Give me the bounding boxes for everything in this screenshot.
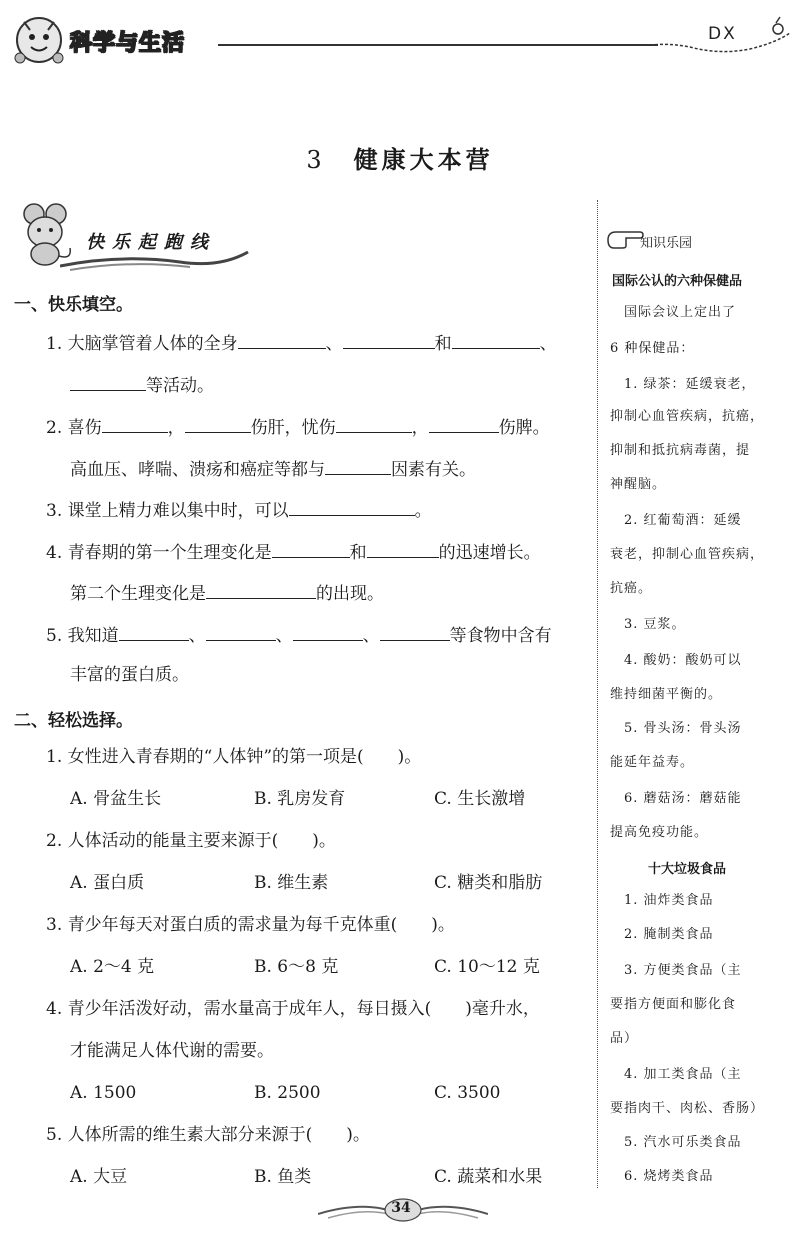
question-text: 、 — [362, 626, 380, 646]
question-4-line-1 — [46, 539, 541, 564]
answer-blank[interactable] — [293, 622, 363, 641]
column-divider — [597, 200, 598, 1188]
choice-option-c[interactable]: C. 蔬菜和水果 — [434, 1167, 543, 1187]
sidebar-title: 知识乐园 — [640, 236, 693, 251]
question-text: 和 — [349, 543, 367, 563]
choice-option-b[interactable]: B. 维生素 — [254, 873, 329, 893]
answer-blank[interactable] — [206, 622, 276, 641]
question-text: 和 — [434, 334, 452, 354]
question-2-line-1 — [46, 414, 550, 439]
question-text: 丰富的蛋白质。 — [70, 665, 189, 685]
answer-blank[interactable] — [343, 330, 435, 349]
question-text: 等食物中含有 — [449, 626, 552, 646]
choice-option-c[interactable]: C. 生长激增 — [434, 789, 526, 809]
sidebar-line: 维持细菌平衡的。 — [610, 687, 723, 702]
section-heading-multiple-choice: 二、轻松选择。 — [14, 711, 133, 731]
choice-option-c[interactable]: C. 糖类和脂肪 — [434, 873, 543, 893]
question-text: 伤脾。 — [498, 418, 550, 438]
mascot-logo-icon — [10, 10, 68, 68]
question-text: ， — [411, 418, 429, 438]
answer-blank[interactable] — [238, 330, 326, 349]
chapter-number: 3 — [306, 146, 326, 174]
question-text: 、 — [275, 626, 293, 646]
sidebar-heading-health-products: 国际公认的六种保健品 — [612, 274, 743, 289]
sidebar-line: 抑制和抵抗病毒菌，提 — [610, 443, 751, 458]
choice-option-b[interactable]: B. 鱼类 — [254, 1167, 312, 1187]
sidebar-line: 提高免疫功能。 — [610, 825, 709, 840]
choice-question-5: 5. 人体所需的维生素大部分来源于( )。 — [46, 1125, 370, 1145]
question-text: 的迅速增长。 — [438, 543, 541, 563]
answer-blank[interactable] — [119, 622, 189, 641]
question-text: 4. 青春期的第一个生理变化是 — [46, 543, 272, 563]
choice-option-c[interactable]: C. 10～12 克 — [434, 957, 540, 977]
chapter-title-text: 健康大本营 — [353, 146, 494, 174]
sidebar-line: 5. 骨头汤：骨头汤 — [610, 721, 742, 736]
series-title: 科学与生活 — [70, 31, 186, 56]
sidebar-line: 衰老，抑制心血管疾病， — [610, 547, 765, 562]
choice-option-b[interactable]: B. 2500 — [254, 1083, 321, 1103]
answer-blank[interactable] — [452, 330, 540, 349]
answer-blank[interactable] — [429, 414, 499, 433]
answer-blank[interactable] — [185, 414, 251, 433]
question-text: 2. 喜伤 — [46, 418, 102, 438]
question-1-line-1 — [46, 330, 557, 355]
choice-question-1: 1. 女性进入青春期的“人体钟”的第一项是( )。 — [46, 747, 422, 767]
answer-blank[interactable] — [70, 372, 146, 391]
question-text: 伤肝，忧伤 — [250, 418, 336, 438]
sidebar-line: 国际会议上定出了 — [610, 305, 737, 320]
answer-blank[interactable] — [380, 622, 450, 641]
choice-option-c[interactable]: C. 3500 — [434, 1083, 501, 1103]
chapter-title — [0, 140, 800, 175]
sidebar-line: 4. 加工类食品（主 — [610, 1067, 742, 1082]
answer-blank[interactable] — [367, 539, 439, 558]
header-rule — [218, 44, 658, 46]
sidebar-line: 3. 方便类食品（主 — [610, 963, 742, 978]
sidebar-line: 6. 烧烤类食品 — [610, 1169, 714, 1184]
page-number: 34 — [391, 1200, 411, 1216]
sidebar-line: 品） — [610, 1031, 639, 1046]
sidebar-line: 6 种保健品： — [610, 341, 695, 356]
choice-option-a[interactable]: A. 骨盆生长 — [70, 789, 162, 809]
question-4-line-2 — [70, 580, 384, 605]
answer-blank[interactable] — [102, 414, 168, 433]
question-5-line-2 — [70, 664, 189, 686]
question-text: 因素有关。 — [391, 460, 476, 480]
sidebar-line: 6. 蘑菇汤：蘑菇能 — [610, 791, 742, 806]
choice-question-4: 4. 青少年活泼好动，需水量高于成年人，每日摄入( )毫升水， — [46, 999, 540, 1019]
question-text: 、 — [539, 334, 557, 354]
sidebar-line: 5. 汽水可乐类食品 — [610, 1135, 742, 1150]
question-3 — [46, 497, 432, 522]
question-text: 第二个生理变化是 — [70, 584, 206, 604]
sidebar-line: 抑制心血管疾病，抗癌， — [610, 409, 765, 424]
answer-blank[interactable] — [325, 456, 391, 475]
choice-option-b[interactable]: B. 6～8 克 — [254, 957, 339, 977]
sidebar-line: 1. 油炸类食品 — [610, 893, 714, 908]
question-text: 的出现。 — [316, 584, 384, 604]
answer-blank[interactable] — [272, 539, 350, 558]
sidebar-line: 1. 绿茶：延缓衰老， — [610, 377, 756, 392]
question-5-line-1 — [46, 622, 552, 647]
sidebar-heading-junk-food: 十大垃圾食品 — [648, 862, 727, 877]
sidebar-line: 2. 腌制类食品 — [610, 927, 714, 942]
sidebar-line: 2. 红葡萄酒：延缓 — [610, 513, 742, 528]
sidebar-line: 3. 豆浆。 — [610, 617, 686, 632]
banner-title: 快乐起跑线 — [86, 232, 216, 253]
sidebar-line: 神醒脑。 — [610, 477, 667, 492]
question-text: 、 — [325, 334, 343, 354]
choice-option-b[interactable]: B. 乳房发育 — [254, 789, 346, 809]
choice-option-a[interactable]: A. 大豆 — [70, 1167, 128, 1187]
sidebar-line: 抗癌。 — [610, 581, 653, 596]
choice-option-a[interactable]: A. 2～4 克 — [70, 957, 155, 977]
sidebar-line: 要指方便面和膨化食 — [610, 997, 737, 1012]
sidebar-line: 要指肉干、肉松、香肠） — [610, 1101, 765, 1116]
question-text: 3. 课堂上精力难以集中时，可以 — [46, 501, 289, 521]
question-1-line-2 — [70, 372, 214, 397]
question-text: 5. 我知道 — [46, 626, 119, 646]
question-text: 高血压、哮喘、溃疡和癌症等都与 — [70, 460, 325, 480]
question-2-line-2 — [70, 456, 476, 481]
choice-option-a[interactable]: A. 蛋白质 — [70, 873, 145, 893]
question-text: 1. 大脑掌管着人体的全身 — [46, 334, 238, 354]
choice-option-a[interactable]: A. 1500 — [70, 1083, 137, 1103]
sidebar-line: 能延年益寿。 — [610, 755, 695, 770]
question-text: 。 — [414, 501, 432, 521]
choice-question-2: 2. 人体活动的能量主要来源于( )。 — [46, 831, 336, 851]
choice-question-4-continued: 才能满足人体代谢的需要。 — [70, 1041, 274, 1061]
question-text: 、 — [188, 626, 206, 646]
answer-blank[interactable] — [336, 414, 412, 433]
sidebar-line: 4. 酸奶：酸奶可以 — [610, 653, 742, 668]
question-text: 等活动。 — [146, 376, 214, 396]
choice-question-3: 3. 青少年每天对蛋白质的需求量为每千克体重( )。 — [46, 915, 455, 935]
answer-blank[interactable] — [206, 580, 316, 599]
answer-blank[interactable] — [289, 497, 415, 516]
question-text: ， — [167, 418, 185, 438]
pointing-hand-icon — [606, 226, 644, 250]
section-heading-fill-in: 一、快乐填空。 — [14, 295, 133, 315]
header-code: DX — [708, 24, 737, 44]
